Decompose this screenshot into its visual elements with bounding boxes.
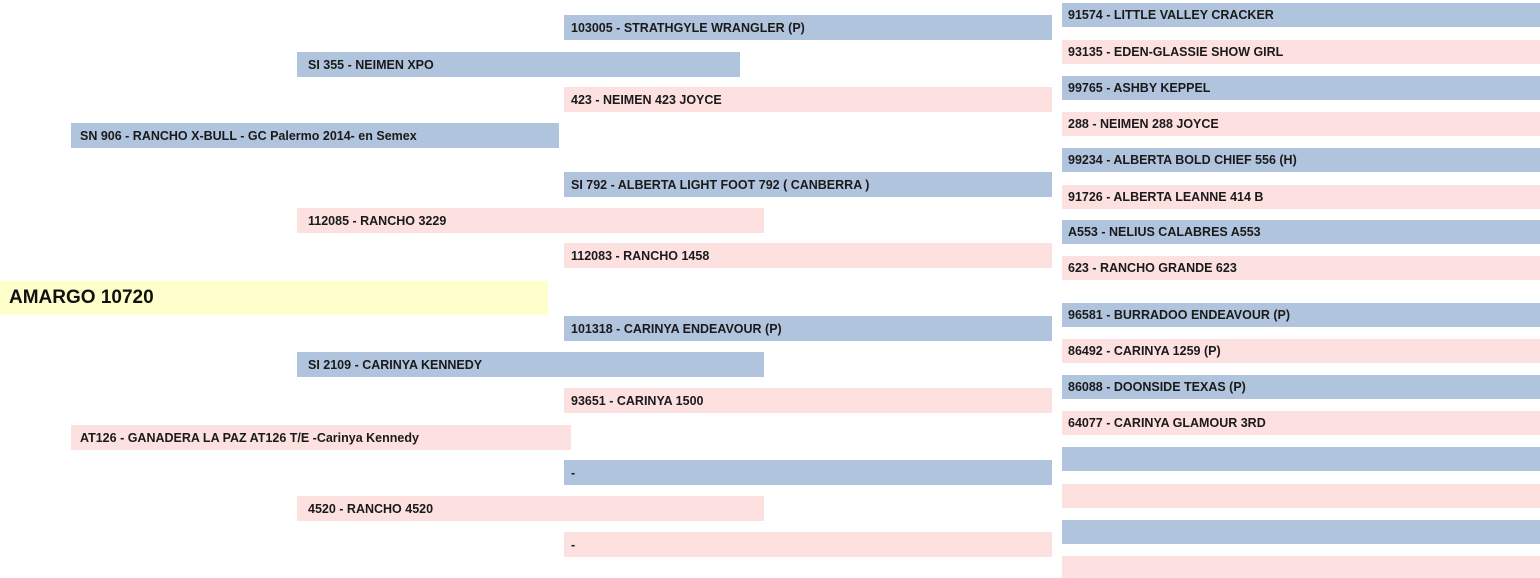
gen4-ancestor-10[interactable]: 86492 - CARINYA 1259 (P) [1062,339,1540,363]
gen3-ancestor-3[interactable]: SI 792 - ALBERTA LIGHT FOOT 792 ( CANBERRA ) [564,172,1052,197]
dam[interactable]: AT126 - GANADERA LA PAZ AT126 T/E -Carinya Kennedy [71,425,571,450]
gen4-ancestor-9[interactable]: 96581 - BURRADOO ENDEAVOUR (P) [1062,303,1540,327]
gen4-ancestor-16[interactable] [1062,556,1540,578]
sire-sire[interactable]: SI 355 - NEIMEN XPO [297,52,740,77]
gen4-ancestor-4[interactable]: 288 - NEIMEN 288 JOYCE [1062,112,1540,136]
dam-dam[interactable]: 4520 - RANCHO 4520 [297,496,764,521]
gen4-ancestor-8[interactable]: 623 - RANCHO GRANDE 623 [1062,256,1540,280]
gen4-ancestor-6[interactable]: 91726 - ALBERTA LEANNE 414 B [1062,185,1540,209]
gen3-ancestor-2[interactable]: 423 - NEIMEN 423 JOYCE [564,87,1052,112]
gen4-ancestor-2[interactable]: 93135 - EDEN-GLASSIE SHOW GIRL [1062,40,1540,64]
subject-animal: AMARGO 10720 [0,281,548,315]
gen3-ancestor-1[interactable]: 103005 - STRATHGYLE WRANGLER (P) [564,15,1052,40]
gen3-ancestor-4[interactable]: 112083 - RANCHO 1458 [564,243,1052,268]
gen4-ancestor-14[interactable] [1062,484,1540,508]
gen3-ancestor-5[interactable]: 101318 - CARINYA ENDEAVOUR (P) [564,316,1052,341]
gen4-ancestor-1[interactable]: 91574 - LITTLE VALLEY CRACKER [1062,3,1540,27]
sire[interactable]: SN 906 - RANCHO X-BULL - GC Palermo 2014- en Semex [71,123,559,148]
gen3-ancestor-6[interactable]: 93651 - CARINYA 1500 [564,388,1052,413]
gen4-ancestor-5[interactable]: 99234 - ALBERTA BOLD CHIEF 556 (H) [1062,148,1540,172]
gen4-ancestor-7[interactable]: A553 - NELIUS CALABRES A553 [1062,220,1540,244]
gen4-ancestor-15[interactable] [1062,520,1540,544]
gen3-ancestor-7[interactable]: - [564,460,1052,485]
gen4-ancestor-12[interactable]: 64077 - CARINYA GLAMOUR 3RD [1062,411,1540,435]
gen3-ancestor-8[interactable]: - [564,532,1052,557]
gen4-ancestor-3[interactable]: 99765 - ASHBY KEPPEL [1062,76,1540,100]
gen4-ancestor-11[interactable]: 86088 - DOONSIDE TEXAS (P) [1062,375,1540,399]
sire-dam[interactable]: 112085 - RANCHO 3229 [297,208,764,233]
dam-sire[interactable]: SI 2109 - CARINYA KENNEDY [297,352,764,377]
gen4-ancestor-13[interactable] [1062,447,1540,471]
